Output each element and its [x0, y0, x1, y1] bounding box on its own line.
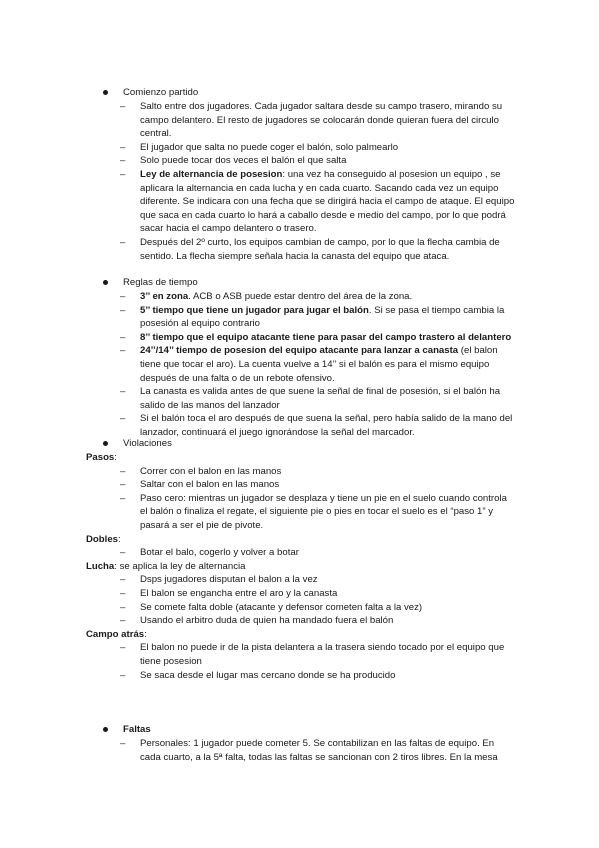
list-item — [0, 478, 599, 492]
dash-marker: – — [120, 574, 126, 586]
list-item — [0, 412, 599, 439]
list-item — [0, 587, 599, 601]
list-item — [0, 290, 599, 304]
list-item-text — [140, 669, 515, 683]
item-body-text: Correr con el balon en las manos — [140, 465, 282, 477]
item-body-text: El balon no puede ir de la pista delantera a la trasera siendo tocado por el equipo que tiene posesion — [140, 642, 505, 667]
item-body-text: Botar el balo, cogerlo y volver a botar — [140, 547, 299, 559]
item-body-text: Usando el arbitro duda de quien ha mandado fuera el balón — [140, 615, 394, 627]
dash-marker: – — [120, 141, 126, 153]
subheading-label: Campo atrás — [86, 628, 145, 640]
subheading-label: Dobles — [86, 533, 118, 545]
lucha-list — [0, 573, 599, 627]
item-body-text: La canasta es valida antes de que suene la señal de final de posesión, si el balón ha salido de las manos del lanzador — [140, 386, 501, 411]
list-item — [0, 669, 599, 683]
list-item-text — [140, 331, 515, 345]
list-item-text — [140, 304, 515, 331]
list-item-text — [140, 141, 515, 155]
dash-marker: – — [120, 479, 126, 491]
list-item-text — [140, 385, 515, 412]
item-bold-text: 5’’ tiempo que tiene un jugador para jugar el balón — [140, 304, 369, 316]
item-bold-text: Ley de alternancia de posesion — [140, 168, 283, 180]
faltas-list — [0, 737, 599, 764]
bullet-icon — [103, 441, 108, 446]
item-body-text: Solo puede tocar dos veces el balón el que salta — [140, 155, 347, 167]
item-body-text: Dsps jugadores disputan el balon a la vez — [140, 574, 318, 586]
dash-marker: – — [120, 304, 126, 316]
subheading-suffix: : se aplica la ley de alternancia — [114, 560, 246, 572]
dash-marker: – — [120, 492, 126, 504]
list-item-text — [140, 154, 515, 168]
list-item — [0, 344, 599, 385]
list-item-text — [140, 601, 515, 615]
section-reglas-de-tiempo — [0, 276, 599, 440]
list-item — [0, 236, 599, 263]
item-body-text: : una vez ha conseguido al posesion un equipo , se aplicara la alternancia en cada lucha y en cada cuarto. Sacando cada vez un equipo diferente. Se indicara con una fecha que se dirigirá hacia el campo de ataque. El equipo que saca en cada cuarto lo hará a caballo desde e medio del campo, por lo que podrá sacar hacia el campo delantero o trasero. — [140, 168, 515, 235]
subheading-label: Lucha — [86, 560, 115, 572]
subheading-label: Pasos — [86, 452, 115, 463]
item-body-text: . ACB o ASB puede estar dentro del área de la zona. — [188, 291, 413, 302]
item-body-text: . Si se pasa el tiempo cambia la posesión al equipo contrario — [140, 304, 505, 330]
list-item-text — [140, 236, 515, 263]
list-item-text — [140, 573, 515, 587]
dash-marker: – — [120, 587, 126, 599]
dash-marker: – — [120, 669, 126, 681]
list-item-text — [140, 100, 515, 141]
list-item — [0, 331, 599, 345]
item-bold-text: 8’’ tiempo que el equipo atacante tiene para pasar del campo trastero al delantero — [140, 331, 512, 343]
subheading-suffix: : — [144, 628, 147, 640]
list-item — [0, 385, 599, 412]
dash-marker: – — [120, 601, 126, 613]
list-item — [0, 601, 599, 615]
item-body-text: Se saca desde el lugar mas cercano donde se ha producido — [140, 669, 396, 681]
list-item — [0, 546, 599, 560]
campo-atras-list — [0, 641, 599, 682]
section-title: Violaciones — [123, 438, 172, 449]
item-body-text: Saltar con el balon en las manos — [140, 479, 280, 491]
list-item — [0, 168, 599, 236]
dash-marker: – — [120, 738, 126, 749]
list-item-text — [140, 344, 515, 385]
list-item — [0, 737, 599, 764]
subheading-pasos — [0, 451, 599, 465]
subheading-lucha — [0, 560, 599, 574]
list-item — [0, 573, 599, 587]
section-violaciones — [0, 437, 599, 682]
item-body-text: Personales: 1 jugador puede cometer 5. Se contabilizan en las faltas de equipo. En cada cuarto, a la 5ª falta, todas las faltas se sancionan con 2 tiros libres. En la mesa — [140, 738, 498, 763]
item-body-text: El balon se engancha entre el aro y la canasta — [140, 587, 338, 599]
item-body-text: El jugador que salta no puede coger el balón, solo palmearlo — [140, 141, 399, 153]
section-title: Reglas de tiempo — [123, 277, 198, 288]
dobles-list — [0, 546, 599, 560]
subheading-campo-atras — [0, 628, 599, 642]
list-item — [0, 641, 599, 668]
list-item — [0, 154, 599, 168]
list-item-text — [140, 168, 515, 236]
list-item-text — [140, 546, 515, 560]
dash-marker: – — [120, 236, 126, 248]
list-item-text — [140, 641, 515, 668]
comienzo-list — [0, 100, 599, 263]
list-item-text — [140, 412, 515, 439]
bullet-heading-comienzo — [0, 86, 599, 100]
pasos-list — [0, 465, 599, 533]
list-item-text — [140, 478, 515, 492]
list-item-text — [140, 587, 515, 601]
list-item — [0, 614, 599, 628]
list-item — [0, 304, 599, 331]
dash-marker: – — [120, 101, 126, 112]
dash-marker: – — [120, 547, 126, 559]
subheading-suffix: : — [114, 452, 117, 463]
reglas-list — [0, 290, 599, 440]
dash-marker: – — [120, 345, 126, 357]
item-bold-text: 24’’/14’’ tiempo de posesion del equipo atacante para lanzar a canasta — [140, 345, 459, 357]
dash-marker: – — [120, 615, 126, 627]
item-body-text: Salto entre dos jugadores. Cada jugador saltara desde su campo trasero, mirando su campo delantero. El resto de jugadores se colocarán donde quieran fuera del circulo central. — [140, 101, 503, 140]
item-body-text: (el balon tiene que tocar el aro). La cuenta vuelve a 14’’ si el balón es para el mismo equipo después de una falta o de un rebote ofensivo. — [140, 345, 498, 384]
dash-marker: – — [120, 155, 126, 167]
dash-marker: – — [120, 413, 126, 425]
dash-marker: – — [120, 291, 126, 302]
list-item — [0, 492, 599, 533]
list-item-text — [140, 465, 515, 479]
dash-marker: – — [120, 331, 126, 343]
bullet-heading-faltas — [0, 723, 599, 737]
list-item-text — [140, 614, 515, 628]
subheading-suffix: : — [118, 533, 121, 545]
item-bold-text: 3’’ en zona — [140, 291, 189, 302]
dash-marker: – — [120, 386, 126, 398]
section-faltas — [0, 723, 599, 764]
list-item-text — [140, 290, 515, 304]
list-item — [0, 465, 599, 479]
dash-marker: – — [120, 168, 126, 180]
bullet-icon — [103, 280, 108, 285]
list-item — [0, 141, 599, 155]
dash-marker: – — [120, 642, 126, 654]
list-item — [0, 100, 599, 141]
list-item-text — [140, 492, 515, 533]
item-body-text: Paso cero: mientras un jugador se desplaza y tiene un pie en el suelo cuando controla el balón o finaliza el regate, el siguiente pie o pies en tocar el suelo es el “paso 1” y pasará a ser el pie de pivote. — [140, 492, 507, 531]
item-body-text: Si el balón toca el aro después de que suena la señal, pero había salido de la mano del lanzador, continuará el juego ignorándose la señal del marcador. — [140, 413, 513, 438]
bullet-icon — [103, 727, 108, 732]
dash-marker: – — [120, 465, 126, 477]
item-body-text: Después del 2º curto, los equipos cambian de campo, por lo que la flecha cambia de sentido. La flecha siempre señala hacia la canasta del equipo que ataca. — [140, 236, 500, 262]
item-body-text: Se comete falta doble (atacante y defensor cometen falta a la vez) — [140, 601, 423, 613]
section-title: Faltas — [123, 724, 151, 735]
section-comienzo-partido — [0, 86, 599, 263]
subheading-dobles — [0, 533, 599, 547]
section-title: Comienzo partido — [123, 87, 199, 98]
bullet-icon — [103, 90, 108, 95]
bullet-heading-reglas — [0, 276, 599, 290]
list-item-text — [140, 737, 515, 764]
bullet-heading-violaciones — [0, 437, 599, 451]
